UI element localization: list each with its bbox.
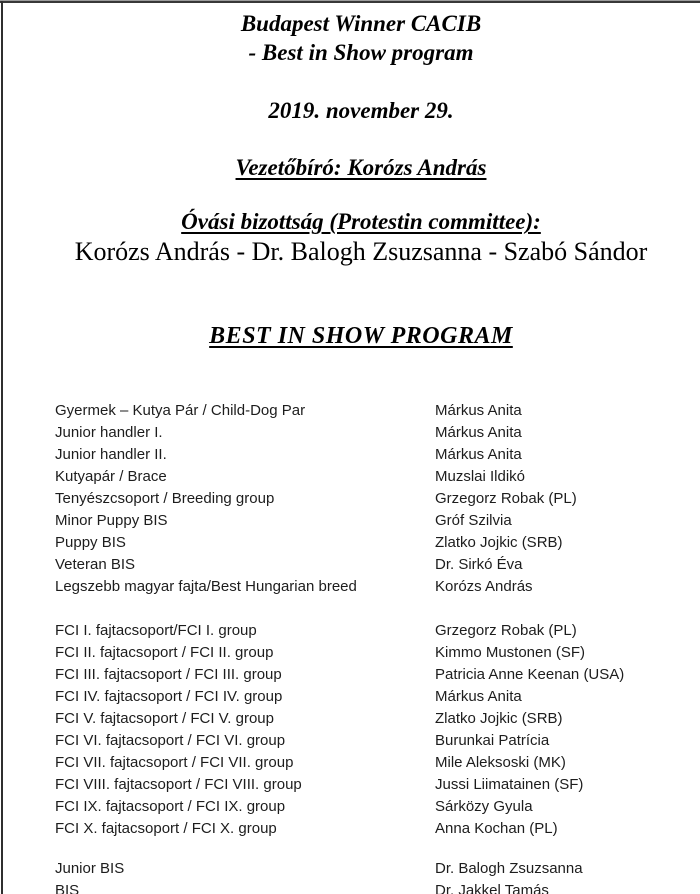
event-date: 2019. november 29. (268, 98, 454, 123)
program-row (55, 488, 700, 510)
program-heading (22, 321, 700, 351)
program-section (55, 620, 700, 840)
program-row (55, 642, 700, 664)
program-section (55, 400, 700, 598)
category-label: FCI III. fajtacsoport / FCI III. group (55, 666, 282, 683)
program-row (55, 774, 700, 796)
judge-name: Márkus Anita (435, 446, 522, 463)
category-label: BIS (55, 882, 80, 894)
judge-name: Dr. Jakkel Tamás (435, 882, 549, 894)
title-line-1: Budapest Winner CACIB (240, 11, 482, 36)
category-label: Legszebb magyar fajta/Best Hungarian breed (55, 578, 357, 595)
judge-name: Burunkai Patrícia (435, 732, 550, 749)
program-row (55, 880, 700, 894)
category-label: Minor Puppy BIS (55, 512, 168, 529)
judge-name: Jussi Liimatainen (SF) (435, 776, 584, 793)
category-label: FCI IV. fajtacsoport / FCI IV. group (55, 688, 283, 705)
program-row (55, 620, 700, 642)
judge-name: Márkus Anita (435, 688, 522, 705)
program-heading-text: BEST IN SHOW PROGRAM (209, 323, 513, 349)
document-header (0, 9, 700, 351)
protest-committee-heading-text: Óvási bizottság (Protestin committee): (181, 209, 541, 234)
judge-name: Mile Aleksoski (MK) (435, 754, 566, 771)
judge-name: Grzegorz Robak (PL) (435, 490, 577, 507)
judge-name: Zlatko Jojkic (SRB) (435, 534, 563, 551)
program-row (55, 466, 700, 488)
category-label: FCI V. fajtacsoport / FCI V. group (55, 710, 274, 727)
program-row (55, 422, 700, 444)
category-label: Junior BIS (55, 860, 125, 877)
program-row (55, 730, 700, 752)
category-label: Gyermek – Kutya Pár / Child-Dog Par (55, 402, 306, 419)
category-label: Junior handler I. (55, 424, 163, 441)
title-line-2: - Best in Show program (248, 40, 474, 65)
category-label: FCI II. fajtacsoport / FCI II. group (55, 644, 274, 661)
judge-name: Sárközy Gyula (435, 798, 533, 815)
program-row (55, 554, 700, 576)
category-label: FCI IX. fajtacsoport / FCI IX. group (55, 798, 286, 815)
category-label: FCI VI. fajtacsoport / FCI VI. group (55, 732, 286, 749)
category-label: Kutyapár / Brace (55, 468, 167, 485)
category-label: FCI VIII. fajtacsoport / FCI VIII. group (55, 776, 302, 793)
program-row (55, 858, 700, 880)
judge-name: Márkus Anita (435, 424, 522, 441)
page-left-edge (1, 1, 3, 894)
category-label: Junior handler II. (55, 446, 167, 463)
program-row (55, 818, 700, 840)
judge-name: Gróf Szilvia (435, 512, 512, 529)
program-row (55, 532, 700, 554)
program-list (0, 400, 700, 894)
protest-committee-heading (22, 209, 700, 234)
judge-name: Grzegorz Robak (PL) (435, 622, 577, 639)
page-top-edge-dark (0, 1, 700, 3)
judge-name: Patricia Anne Keenan (USA) (435, 666, 625, 683)
head-judge-text: Vezetőbíró: Korózs András (235, 155, 487, 180)
judge-name: Zlatko Jojkic (SRB) (435, 710, 563, 727)
program-row (55, 752, 700, 774)
program-row (55, 444, 700, 466)
category-label: FCI VII. fajtacsoport / FCI VII. group (55, 754, 294, 771)
judge-name: Dr. Sirkó Éva (435, 556, 523, 573)
head-judge-line (22, 155, 700, 180)
category-label: FCI X. fajtacsoport / FCI X. group (55, 820, 277, 837)
judge-name: Anna Kochan (PL) (435, 820, 558, 837)
program-section (55, 858, 700, 894)
program-row (55, 664, 700, 686)
program-row (55, 510, 700, 532)
program-row (55, 708, 700, 730)
program-row (55, 686, 700, 708)
judge-name: Dr. Balogh Zsuzsanna (435, 860, 583, 877)
category-label: Puppy BIS (55, 534, 126, 551)
document-title (22, 9, 700, 67)
judge-name: Márkus Anita (435, 402, 522, 419)
program-row (55, 400, 700, 422)
category-label: Veteran BIS (55, 556, 136, 573)
program-row (55, 796, 700, 818)
judge-name: Muzslai Ildikó (435, 468, 526, 485)
program-row (55, 576, 700, 598)
judge-name: Kimmo Mustonen (SF) (435, 644, 586, 661)
category-label: FCI I. fajtacsoport/FCI I. group (55, 622, 257, 639)
protest-committee-members: Korózs András - Dr. Balogh Zsuzsanna - Szabó Sándor (74, 237, 648, 266)
judge-name: Korózs András (435, 578, 533, 595)
category-label: Tenyészcsoport / Breeding group (55, 490, 275, 507)
